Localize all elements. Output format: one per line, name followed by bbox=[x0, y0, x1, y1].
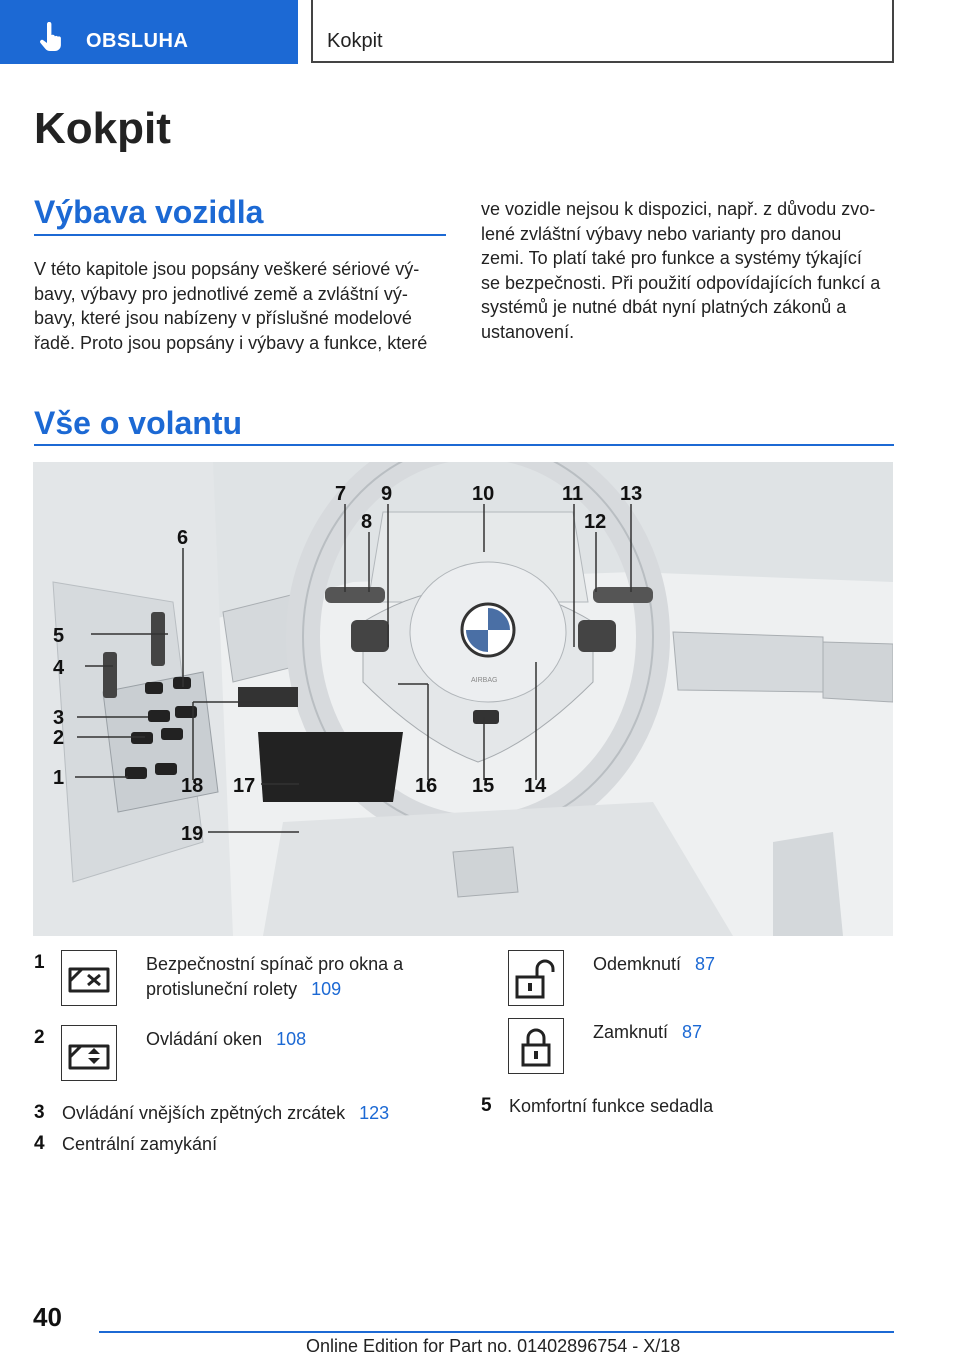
cockpit-illustration bbox=[33, 462, 893, 936]
paragraph-line: lené zvláštní výbavy nebo varianty pro danou bbox=[481, 223, 842, 244]
callout-label: 4 bbox=[53, 657, 65, 679]
legend-item-5: Komfortní funkce sedadla bbox=[509, 1096, 714, 1116]
callout-label: 1 bbox=[53, 767, 65, 789]
window-switch-icon bbox=[61, 1025, 117, 1081]
callout-label: 5 bbox=[53, 625, 65, 647]
paragraph-line: bavy, výbavy pro jednotlivé země a zvláštní vý‐ bbox=[34, 283, 408, 304]
legend-number: 1 bbox=[34, 952, 45, 973]
legend-text: Odemknutí bbox=[593, 954, 682, 974]
callout-label: 10 bbox=[472, 483, 495, 505]
equipment-text-col1 bbox=[34, 257, 454, 355]
paragraph-line: řadě. Proto jsou popsány i výbavy a funkce, které bbox=[34, 332, 428, 353]
callout-label: 8 bbox=[361, 511, 373, 533]
hand-pointer-icon bbox=[38, 22, 64, 52]
paragraph-line: ustanovení. bbox=[481, 321, 575, 342]
steering-heading-rule bbox=[34, 444, 894, 446]
legend-text: Ovládání vnějších zpětných zrcátek bbox=[62, 1103, 346, 1123]
callout-label: 11 bbox=[562, 483, 584, 505]
page-reference-link[interactable]: 108 bbox=[276, 1029, 307, 1049]
section-label: OBSLUHA bbox=[86, 30, 189, 52]
paragraph-line: V této kapitole jsou popsány veškeré sériové vý‐ bbox=[34, 259, 420, 279]
callout-label: 18 bbox=[181, 775, 204, 797]
legend-number: 4 bbox=[34, 1133, 45, 1154]
chapter-label: Kokpit bbox=[327, 30, 383, 52]
page-reference-link[interactable]: 109 bbox=[311, 979, 342, 999]
paragraph-line: bavy, které jsou nabízeny v příslušné modelové bbox=[34, 308, 412, 329]
callout-label: 19 bbox=[181, 823, 204, 845]
callout-label: 14 bbox=[524, 775, 547, 797]
legend-unlock bbox=[593, 952, 893, 977]
legend-item-3 bbox=[62, 1101, 462, 1126]
chapter-tab[interactable] bbox=[311, 0, 894, 63]
paragraph-line: systémů je nutné dbát nyní platných zákonů a bbox=[481, 297, 847, 318]
callout-label: 12 bbox=[584, 511, 607, 533]
legend-item-4: Centrální zamykání bbox=[62, 1134, 218, 1154]
legend-text: Bezpečnostní spínač pro okna a bbox=[146, 954, 404, 974]
page-title: Kokpit bbox=[34, 104, 171, 153]
equipment-text-col2 bbox=[481, 197, 901, 345]
legend-text: Zamknutí bbox=[593, 1022, 669, 1042]
steering-heading: Vše o volantu bbox=[34, 405, 243, 441]
legend-number: 2 bbox=[34, 1027, 45, 1048]
callout-label: 7 bbox=[335, 483, 347, 505]
page-number: 40 bbox=[33, 1302, 62, 1332]
callout-label: 13 bbox=[620, 483, 643, 505]
footer-rule bbox=[99, 1331, 894, 1333]
section-tab[interactable] bbox=[0, 0, 298, 64]
equipment-heading: Výbava vozidla bbox=[34, 194, 264, 230]
legend-text: protisluneční rolety bbox=[146, 979, 298, 999]
legend-number: 3 bbox=[34, 1102, 45, 1123]
callout-label: 16 bbox=[415, 775, 438, 797]
callout-label: 15 bbox=[472, 775, 495, 797]
page-reference-link[interactable]: 123 bbox=[359, 1103, 390, 1123]
callout-label: 6 bbox=[177, 527, 189, 549]
legend-item-1 bbox=[146, 952, 466, 1002]
paragraph-line: se bezpečnosti. Při použití odpovídajících funkcí a bbox=[481, 272, 881, 293]
lock-icon bbox=[508, 1018, 564, 1074]
legend-text: Ovládání oken bbox=[146, 1029, 263, 1049]
equipment-heading-rule bbox=[34, 234, 446, 236]
page-reference-link[interactable]: 87 bbox=[682, 1022, 703, 1042]
callout-label: 3 bbox=[53, 707, 65, 729]
page-reference-link[interactable]: 87 bbox=[695, 954, 716, 974]
window-lock-icon bbox=[61, 950, 117, 1006]
airbag-label: AIRBAG bbox=[471, 677, 498, 684]
legend-number: 5 bbox=[481, 1095, 492, 1116]
footer-edition: Online Edition for Part no. 01402896754 - X/18 bbox=[306, 1336, 681, 1356]
callout-label: 2 bbox=[53, 727, 65, 749]
paragraph-line: zemi. To platí také pro funkce a systémy týkající bbox=[481, 248, 862, 269]
callout-label: 17 bbox=[233, 775, 256, 797]
paragraph-line: ve vozidle nejsou k dispozici, např. z důvodu zvo‐ bbox=[481, 199, 876, 219]
legend-item-2 bbox=[146, 1027, 466, 1052]
callout-label: 9 bbox=[381, 483, 393, 505]
cockpit-drawing bbox=[33, 462, 893, 936]
unlock-icon bbox=[508, 950, 564, 1006]
legend-lock bbox=[593, 1020, 893, 1045]
